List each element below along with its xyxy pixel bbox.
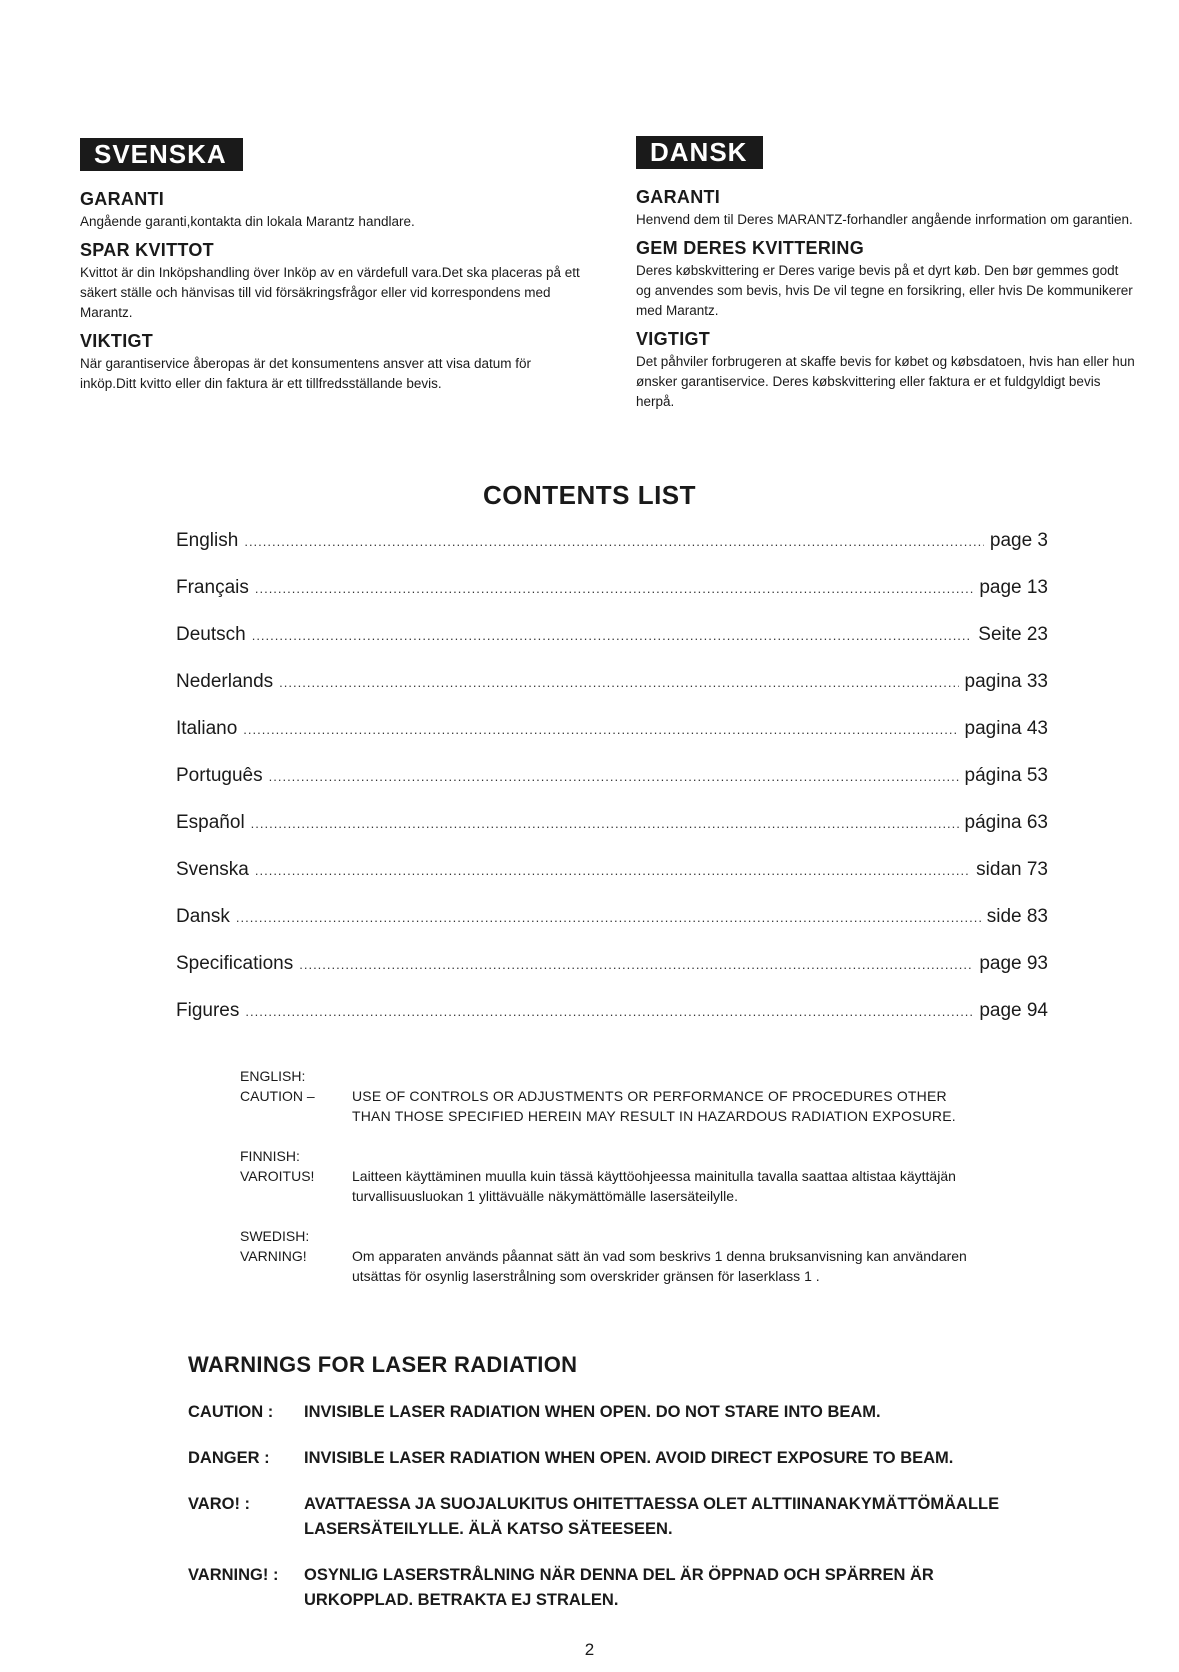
toc-leader (255, 581, 973, 596)
svenska-spar-kvittot-heading: SPAR KVITTOT (80, 240, 214, 260)
toc-leader (255, 863, 970, 878)
toc-item-page: página 63 (964, 812, 1048, 833)
dansk-garanti-heading: GARANTI (636, 187, 721, 207)
caution-finnish (240, 1146, 980, 1206)
caution-text: Laitteen käyttäminen muulla kuin tässä käyttöohjeessa mainitulla tavalla saattaa altistaa käyttäjän turvallisuusluokan 1 ylittävuälle näkymättömälle lasersäteilylle. (352, 1168, 956, 1204)
svenska-viktigt (80, 331, 580, 394)
dansk-gem-kvittering-heading: GEM DERES KVITTERING (636, 238, 865, 258)
toc-item (176, 530, 1048, 577)
caution-label: VAROITUS! (240, 1168, 315, 1184)
toc-leader (279, 675, 958, 690)
toc-item-name: English (176, 530, 239, 551)
warning-text: AVATTAESSA JA SUOJALUKITUS OHITETTAESSA OLET ALTTIINANAKYMÄTTÖMÄALLE LASERSÄTEILYLLE. ÄLÄ KATSO SÄTEESEEN. (304, 1495, 1000, 1538)
dansk-garanti (636, 187, 1136, 230)
svenska-garanti (80, 189, 580, 232)
toc-item (176, 1000, 1048, 1047)
svenska-garanti-text: Angående garanti,kontakta din lokala Marantz handlare. (80, 214, 415, 229)
caution-lang: ENGLISH: (240, 1068, 306, 1084)
toc-leader (244, 534, 984, 549)
caution-lang: FINNISH: (240, 1148, 300, 1164)
dansk-gem-kvittering-text: Deres købskvittering er Deres varige bevis på et dyrt køb. Den bør gemmes godt og anvendes som bevis, hvis De vil tegne en forsikring, eller hvis De kommunikerer med Marantz. (636, 263, 1133, 318)
svenska-viktigt-text: När garantiservice åberopas är det konsumentens ansver att visa datum för inköp.Ditt kvitto eller din faktura är ett tillfredsställande bevis. (80, 356, 531, 391)
warning-text: INVISIBLE LASER RADIATION WHEN OPEN. DO NOT STARE INTO BEAM. (304, 1403, 881, 1421)
toc-item (176, 718, 1048, 765)
warning-row (188, 1400, 1028, 1425)
svenska-spar-kvittot-text: Kvittot är din Inköpshandling över Inköp av en värdefull vara.Det ska placeras på ett säkert ställe och hänvisas till vid försäkringsfrågor eller vid korrespondens med Marantz. (80, 265, 580, 320)
svenska-garanti-heading: GARANTI (80, 189, 165, 209)
dansk-vigtigt (636, 329, 1136, 412)
toc-item-page: página 53 (964, 765, 1048, 786)
warning-label: VARO! : (188, 1495, 251, 1513)
toc-item (176, 624, 1048, 671)
toc-item-page: page 93 (979, 953, 1048, 974)
svenska-spar-kvittot (80, 240, 580, 323)
dansk-garanti-text: Henvend dem til Deres MARANTZ-forhandler angående inrformation om garantien. (636, 212, 1133, 227)
toc-leader (236, 910, 981, 925)
toc-item-page: pagina 33 (964, 671, 1048, 692)
toc-item-name: Dansk (176, 906, 230, 927)
toc-item (176, 765, 1048, 812)
warnings-title: WARNINGS FOR LASER RADIATION (188, 1352, 578, 1377)
warning-text: OSYNLIG LASERSTRÅLNING NÄR DENNA DEL ÄR ÖPPNAD OCH SPÄRREN ÄR URKOPPLAD. BETRAKTA EJ STRALEN. (304, 1566, 934, 1609)
caution-text: USE OF CONTROLS OR ADJUSTMENTS OR PERFORMANCE OF PROCEDURES OTHER THAN THOSE SPECIFIED HEREIN MAY RESULT IN HAZARDOUS RADIATION EXPOSURE. (352, 1088, 956, 1124)
toc-item-name: Français (176, 577, 249, 598)
dansk-vigtigt-heading: VIGTIGT (636, 329, 711, 349)
toc-item-name: Figures (176, 1000, 240, 1021)
caution-text: Om apparaten används påannat sätt än vad som beskrivs 1 denna bruksanvisning kan användaren utsättas för osynlig laserstrålning som overskrider gränsen för laserklass 1 . (352, 1248, 967, 1284)
toc-leader (269, 769, 959, 784)
toc-leader (245, 1004, 973, 1019)
toc-item-name: Nederlands (176, 671, 274, 692)
toc-item (176, 953, 1048, 1000)
toc-leader (299, 957, 973, 972)
svenska-tag: SVENSKA (80, 138, 243, 171)
caution-swedish (240, 1226, 980, 1286)
dansk-vigtigt-text: Det påhviler forbrugeren at skaffe bevis for købet og købsdatoen, hvis han eller hun ønsker garantiservice. Deres købskvittering eller faktura er et fuldgyldigt bevis herpå. (636, 354, 1135, 409)
toc-item (176, 859, 1048, 906)
caution-label: CAUTION – (240, 1088, 315, 1104)
toc-item-page: pagina 43 (964, 718, 1048, 739)
dansk-tag: DANSK (636, 136, 763, 169)
toc-item (176, 671, 1048, 718)
toc-item-page: side 83 (986, 906, 1048, 927)
caution-notices (240, 1066, 980, 1306)
contents-title: CONTENTS LIST (482, 480, 697, 510)
svenska-viktigt-heading: VIKTIGT (80, 331, 154, 351)
warning-row (188, 1446, 1028, 1471)
contents-list (176, 530, 1048, 1047)
warning-label: DANGER : (188, 1449, 270, 1467)
toc-leader (252, 628, 973, 643)
toc-item-name: Deutsch (176, 624, 246, 645)
toc-item (176, 812, 1048, 859)
warning-text: INVISIBLE LASER RADIATION WHEN OPEN. AVOID DIRECT EXPOSURE TO BEAM. (304, 1449, 954, 1467)
caution-lang: SWEDISH: (240, 1228, 310, 1244)
dansk-section (636, 136, 1136, 412)
warning-row (188, 1492, 1028, 1542)
toc-item-page: page 94 (979, 1000, 1048, 1021)
toc-item-name: Português (176, 765, 263, 786)
toc-leader (243, 722, 958, 737)
dansk-gem-kvittering (636, 238, 1136, 321)
toc-item-page: Seite 23 (978, 624, 1048, 645)
toc-leader (251, 816, 959, 831)
toc-item-page: sidan 73 (976, 859, 1048, 880)
toc-item (176, 577, 1048, 624)
warning-label: VARNING! : (188, 1566, 279, 1584)
toc-item-name: Italiano (176, 718, 238, 739)
toc-item-page: page 13 (979, 577, 1048, 598)
warnings-list (188, 1400, 1028, 1634)
caution-english (240, 1066, 980, 1126)
caution-label: VARNING! (240, 1248, 307, 1264)
toc-item-page: page 3 (989, 530, 1048, 551)
toc-item (176, 906, 1048, 953)
warning-label: CAUTION : (188, 1403, 274, 1421)
toc-item-name: Español (176, 812, 245, 833)
toc-item-name: Svenska (176, 859, 249, 880)
toc-item-name: Specifications (176, 953, 294, 974)
warning-row (188, 1563, 1028, 1613)
page-number: 2 (584, 1640, 595, 1659)
svenska-section (80, 138, 580, 394)
